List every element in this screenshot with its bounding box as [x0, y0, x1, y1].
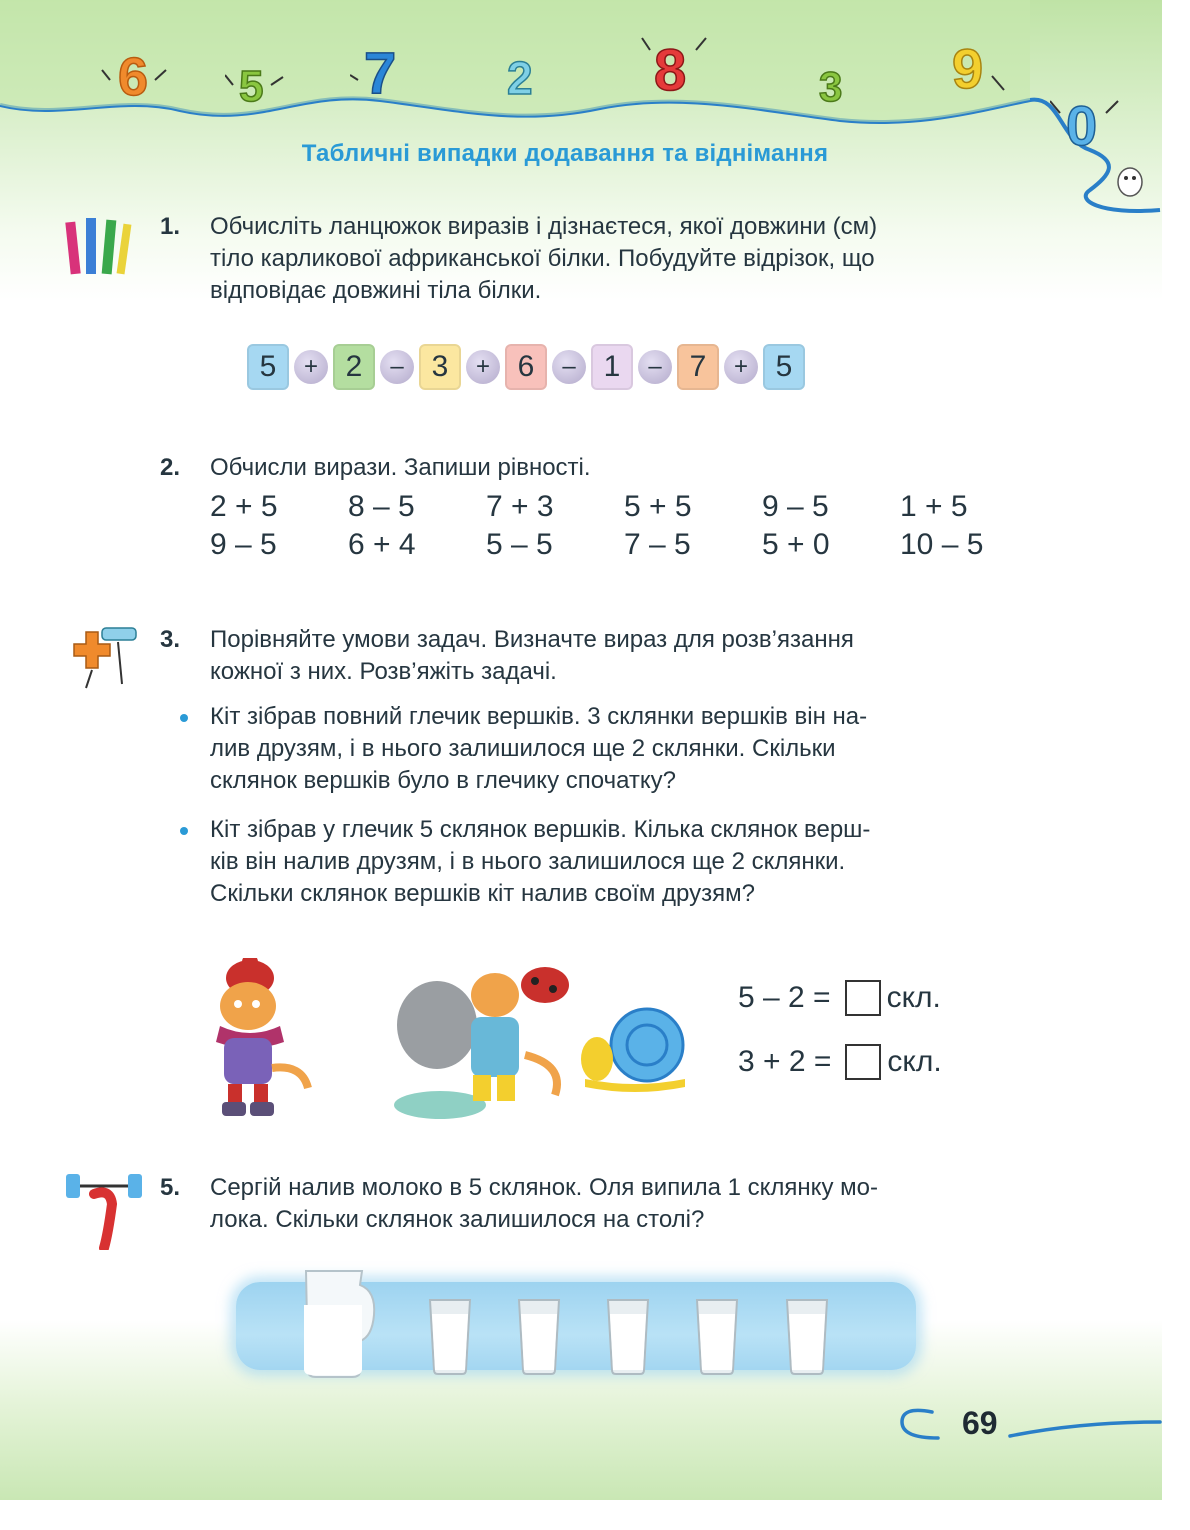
equation-expression: 3 + 2 =: [738, 1045, 832, 1078]
text-line: Кіт зібрав повний глечик вершків. 3 склянки вершків він на-: [210, 703, 868, 730]
expression: 9 – 5: [210, 528, 277, 561]
page-title: Табличні випадки додавання та віднімання: [301, 140, 829, 167]
cat-in-scarf-illustration: [190, 958, 320, 1123]
task-number: 3.: [160, 626, 181, 653]
chain-operator: +: [466, 350, 500, 384]
chain-operator: +: [724, 350, 758, 384]
expression-chain: [244, 342, 808, 392]
expression: 6 + 4: [348, 528, 416, 561]
expression: 1 + 5: [900, 490, 968, 523]
equation-row: [738, 1044, 942, 1080]
chain-number: 5: [760, 341, 808, 393]
milk-jug-illustration: [296, 1265, 380, 1380]
task-1-text: [210, 211, 877, 307]
digit-label: 7: [364, 41, 397, 105]
task-2-text: Обчисли вирази. Запиши рівності.: [210, 454, 591, 481]
chain-operator: +: [294, 350, 328, 384]
chain-number: 3: [416, 341, 464, 393]
digit-eight-character-icon: [640, 30, 710, 100]
text-line: кожної з них. Розв’яжіть задачі.: [210, 658, 557, 685]
chain-number: 6: [502, 341, 550, 393]
text-line: Кіт зібрав у глечик 5 склянок вершків. Кілька склянок верш-: [210, 816, 871, 843]
chain-operator: –: [552, 350, 586, 384]
bullet-icon: [180, 714, 188, 722]
milk-glass-illustration: [428, 1298, 472, 1376]
problem-a-text: [210, 701, 867, 797]
answer-box[interactable]: [845, 980, 881, 1016]
task-number: 5.: [160, 1174, 181, 1201]
digit-six-character-icon: [100, 40, 170, 110]
digit-label: 3: [819, 63, 843, 110]
text-line: лока. Скільки склянок залишилося на столі?: [210, 1206, 705, 1233]
expression: 7 + 3: [486, 490, 554, 523]
equation-row: [738, 980, 941, 1016]
expression: 2 + 5: [210, 490, 278, 523]
text-line: ків він налив друзям, і в нього залишилося ще 2 склянки.: [210, 848, 846, 875]
task-number: 1.: [160, 213, 181, 240]
pencils-icon: [58, 212, 138, 288]
text-line: Обчисліть ланцюжок виразів і дізнаєтеся, якої довжини (см): [210, 213, 878, 240]
task-number: 2.: [160, 454, 181, 481]
text-line: відповідає довжині тіла білки.: [210, 277, 542, 304]
expression: 5 + 0: [762, 528, 830, 561]
page-number: 69: [962, 1405, 998, 1441]
digit-label: 8: [654, 38, 687, 100]
digit-three-character-icon: [805, 55, 865, 110]
expression: 7 – 5: [624, 528, 691, 561]
equation-unit: скл.: [886, 981, 941, 1014]
digit-label: 5: [239, 62, 264, 110]
text-line: Сергій налив молоко в 5 склянок. Оля випила 1 склянку мо-: [210, 1174, 878, 1201]
header-wave: [0, 0, 1190, 230]
text-line: лив друзям, і в нього залишилося ще 2 склянки. Скільки: [210, 735, 836, 762]
text-line: Порівняйте умови задач. Визначте вираз для розв’язання: [210, 626, 854, 653]
digit-label: 9: [952, 37, 984, 100]
digit-seven-character-icon: [350, 35, 420, 105]
chain-operator: –: [380, 350, 414, 384]
digit-nine-character-icon: [938, 30, 1008, 100]
chain-number: 2: [330, 341, 378, 393]
milk-glass-illustration: [695, 1298, 739, 1376]
chain-number: 7: [674, 341, 722, 393]
milk-glass-illustration: [785, 1298, 829, 1376]
chain-number: 5: [244, 341, 292, 393]
text-line: Скільки склянок вершків кіт налив своїм друзям?: [210, 880, 755, 907]
bullet-icon: [180, 827, 188, 835]
equation-unit: скл.: [887, 1045, 942, 1078]
task-3-text: [210, 624, 854, 688]
answer-box[interactable]: [845, 1044, 881, 1080]
text-line: тіло карликової африканської білки. Побудуйте відрізок, що: [210, 245, 875, 272]
text-line: склянок вершків було в глечику спочатку?: [210, 767, 676, 794]
expression: 5 – 5: [486, 528, 553, 561]
digit-two-character-icon: [495, 48, 555, 103]
milk-glass-illustration: [606, 1298, 650, 1376]
digit-label: 6: [118, 47, 149, 107]
expression: 8 – 5: [348, 490, 415, 523]
problem-b-text: [210, 814, 870, 910]
friends-poodle-cat-ladybug-snail-illustration: [385, 955, 695, 1125]
task-5-text: [210, 1172, 878, 1236]
page-number-swoosh: [890, 1400, 1162, 1450]
milk-glass-illustration: [517, 1298, 561, 1376]
digit-label: 0: [1066, 94, 1098, 155]
expression: 9 – 5: [762, 490, 829, 523]
digit-label: 2: [507, 52, 533, 103]
expression: 5 + 5: [624, 490, 692, 523]
weightlifter-character-icon: [64, 1168, 144, 1250]
plus-minus-characters-icon: [62, 620, 142, 690]
chain-operator: –: [638, 350, 672, 384]
expression: 10 – 5: [900, 528, 984, 561]
expressions-grid: [210, 490, 1038, 562]
chain-number: 1: [588, 341, 636, 393]
equation-expression: 5 – 2 =: [738, 981, 831, 1014]
digit-five-character-icon: [225, 55, 285, 110]
